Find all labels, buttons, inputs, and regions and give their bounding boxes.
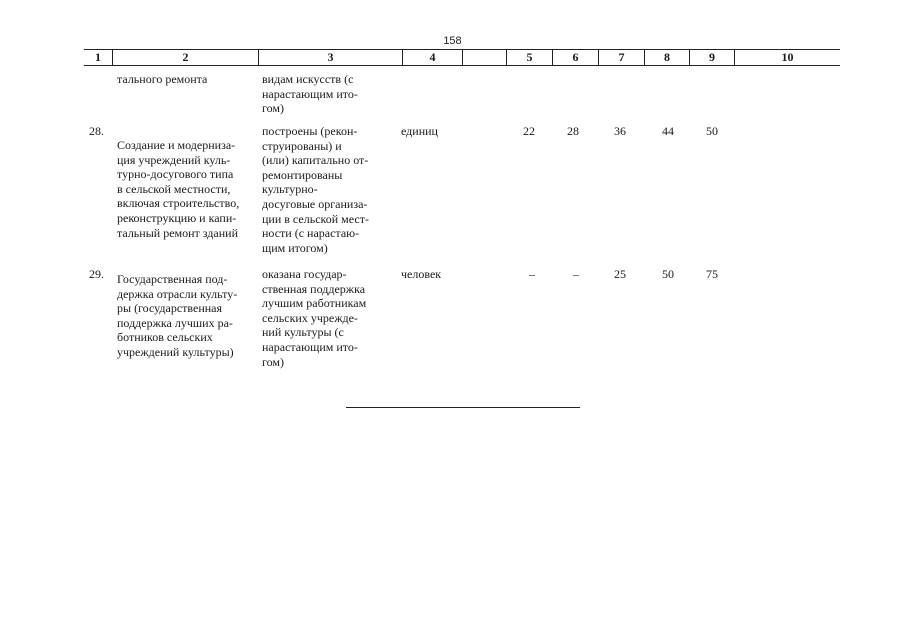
row-unit: человек <box>401 267 442 281</box>
header-col-6: 6 <box>552 50 598 65</box>
row-unit: единиц <box>401 124 438 138</box>
row-value-col7: 36 <box>614 124 626 138</box>
continuation-indicator: видам искусств (с нарастающим ито- гом) <box>262 72 358 116</box>
page-number: 158 <box>443 35 462 47</box>
header-col-4: 4 <box>402 50 462 65</box>
header-col-10: 10 <box>734 50 840 65</box>
end-of-document-rule <box>346 407 580 408</box>
continuation-name: тального ремонта <box>117 72 208 86</box>
row-value-col8: 44 <box>662 124 674 138</box>
header-col-8: 8 <box>644 50 689 65</box>
header-col-7: 7 <box>598 50 644 65</box>
row-number: 28. <box>89 124 104 138</box>
header-col-3: 3 <box>258 50 402 65</box>
row-value-col5: 22 <box>523 124 535 138</box>
row-value-col6: 28 <box>567 124 579 138</box>
header-col-4b <box>462 50 506 65</box>
row-indicator: построены (рекон- струированы) и (или) капитально от- ремонтированы культурно- досуговые организа- ции в сельской мест- ности (с нарастаю- щим итогом) <box>262 124 369 255</box>
row-indicator: оказана государ- ственная поддержка лучшим работникам сельских учрежде- ний культуры (с нарастающим ито- гом) <box>262 267 367 369</box>
header-col-2: 2 <box>112 50 258 65</box>
row-name: Создание и модерниза- ция учреждений куль- турно-досугового типа в сельской местности, включая строительство, реконструкцию и капи- тальный ремонт зданий <box>117 138 240 240</box>
row-value-col7: 25 <box>614 267 626 281</box>
row-name: Государственная под- держка отрасли культу- ры (государственная поддержка лучших ра- ботников сельских учреждений культуры) <box>117 272 238 359</box>
row-number: 29. <box>89 267 104 281</box>
row-value-col9: 50 <box>706 124 718 138</box>
row-value-col5: – <box>529 267 535 281</box>
header-col-5: 5 <box>506 50 552 65</box>
header-col-9: 9 <box>689 50 734 65</box>
row-value-col8: 50 <box>662 267 674 281</box>
row-value-col9: 75 <box>706 267 718 281</box>
table-header <box>84 49 840 66</box>
row-value-col6: – <box>573 267 579 281</box>
header-col-1: 1 <box>95 50 101 64</box>
